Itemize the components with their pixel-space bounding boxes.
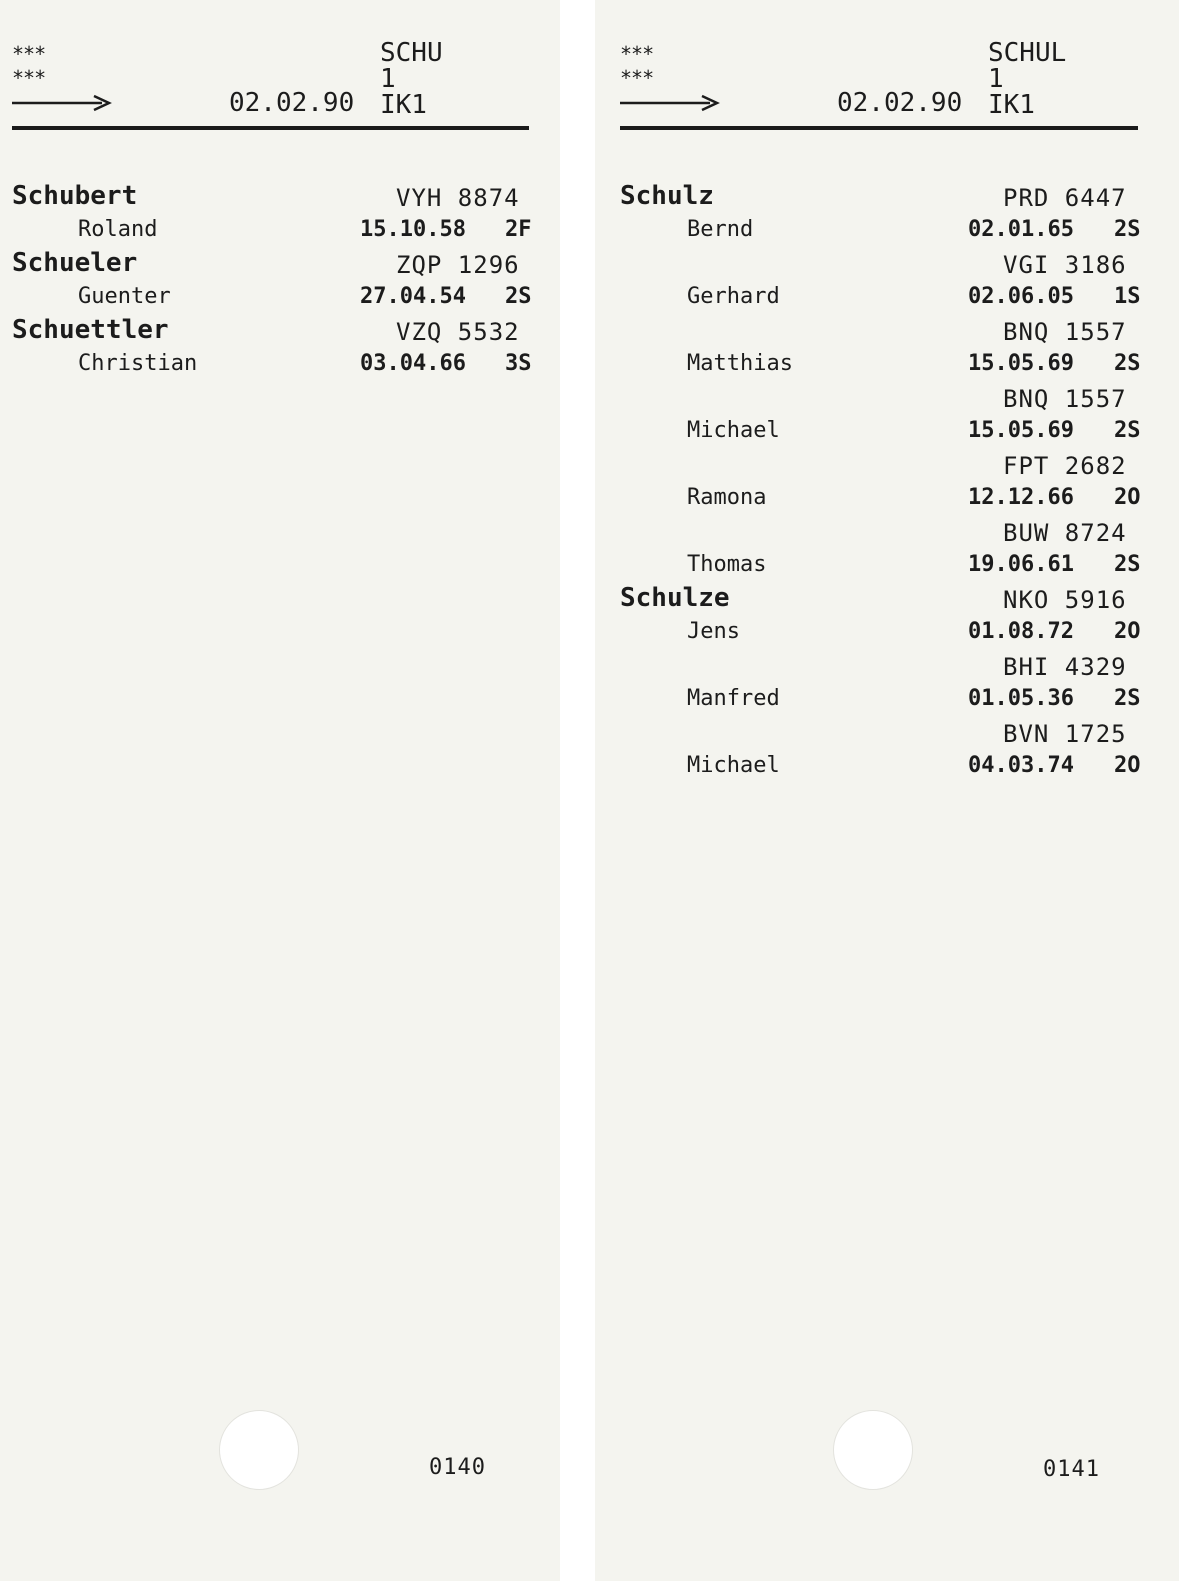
- entry-birthdate: 01.08.72: [968, 619, 1074, 644]
- entry-plate: BNQ 1557: [1003, 385, 1127, 413]
- stars-line-2: ***: [12, 66, 46, 90]
- entry-birthdate: 01.05.36: [968, 686, 1074, 711]
- entry-class: 2S: [1114, 351, 1141, 376]
- entry-given-name: Ramona: [687, 485, 767, 510]
- stars-line-1: ***: [12, 42, 46, 66]
- entry-given-name: Guenter: [78, 284, 171, 309]
- header-date: 02.02.90: [837, 88, 963, 118]
- header-code-2: 1: [380, 64, 396, 94]
- entry-given-name: Manfred: [687, 686, 780, 711]
- header-code: [380, 40, 443, 118]
- entry-plate: VYH 8874: [396, 184, 520, 212]
- entry-plate: BVN 1725: [1003, 720, 1127, 748]
- stars-line-1: ***: [620, 42, 654, 66]
- entry-plate: BHI 4329: [1003, 653, 1127, 681]
- entry-class: 3S: [505, 351, 532, 376]
- entry-plate: BUW 8724: [1003, 519, 1127, 547]
- entry-plate: VGI 3186: [1003, 251, 1127, 279]
- header-code-2: 1: [988, 64, 1004, 94]
- entry-birthdate: 02.01.65: [968, 217, 1074, 242]
- header-rule: [620, 126, 1138, 130]
- entry-surname: Schueler: [12, 248, 138, 278]
- index-card-left: [0, 0, 560, 1581]
- entry-class: 2S: [1114, 418, 1141, 443]
- entry-birthdate: 02.06.05: [968, 284, 1074, 309]
- entry-surname: Schubert: [12, 181, 138, 211]
- entry-birthdate: 12.12.66: [968, 485, 1074, 510]
- entry-plate: VZQ 5532: [396, 318, 520, 346]
- header-code-3: IK1: [380, 90, 427, 120]
- arrow-icon: [620, 93, 720, 113]
- entry-class: 1S: [1114, 284, 1141, 309]
- entry-given-name: Gerhard: [687, 284, 780, 309]
- header-date: 02.02.90: [229, 88, 355, 118]
- entry-plate: NKO 5916: [1003, 586, 1127, 614]
- index-card-right: [595, 0, 1179, 1581]
- punch-hole: [833, 1410, 913, 1490]
- arrow-icon: [12, 93, 112, 113]
- header-stars: [620, 42, 653, 90]
- entry-class: 2O: [1114, 485, 1141, 510]
- entry-birthdate: 15.05.69: [968, 418, 1074, 443]
- header-code-1: SCHU: [380, 38, 443, 68]
- page-number: 0140: [429, 1455, 486, 1480]
- stars-line-2: ***: [620, 66, 654, 90]
- entry-birthdate: 15.05.69: [968, 351, 1074, 376]
- header-stars: [12, 42, 45, 90]
- entry-class: 2S: [1114, 686, 1141, 711]
- entry-given-name: Michael: [687, 753, 780, 778]
- entry-birthdate: 27.04.54: [360, 284, 466, 309]
- entry-birthdate: 03.04.66: [360, 351, 466, 376]
- entry-given-name: Matthias: [687, 351, 793, 376]
- entry-class: 2S: [505, 284, 532, 309]
- entry-given-name: Bernd: [687, 217, 754, 242]
- entry-given-name: Jens: [687, 619, 740, 644]
- entry-class: 2S: [1114, 552, 1141, 577]
- header-code-3: IK1: [988, 90, 1035, 120]
- entry-given-name: Thomas: [687, 552, 767, 577]
- entry-plate: BNQ 1557: [1003, 318, 1127, 346]
- entry-surname: Schulze: [620, 583, 730, 613]
- entry-surname: Schulz: [620, 181, 714, 211]
- entry-class: 2O: [1114, 753, 1141, 778]
- header-rule: [12, 126, 529, 130]
- entry-given-name: Roland: [78, 217, 158, 242]
- punch-hole: [219, 1410, 299, 1490]
- entry-given-name: Christian: [78, 351, 198, 376]
- entry-class: 2O: [1114, 619, 1141, 644]
- entry-plate: ZQP 1296: [396, 251, 520, 279]
- entry-class: 2F: [505, 217, 532, 242]
- entry-surname: Schuettler: [12, 315, 169, 345]
- header-code: [988, 40, 1066, 118]
- header-code-1: SCHUL: [988, 38, 1067, 68]
- entry-plate: FPT 2682: [1003, 452, 1127, 480]
- entry-birthdate: 15.10.58: [360, 217, 466, 242]
- entry-class: 2S: [1114, 217, 1141, 242]
- entry-birthdate: 19.06.61: [968, 552, 1074, 577]
- page-number: 0141: [1043, 1457, 1100, 1482]
- entry-given-name: Michael: [687, 418, 780, 443]
- entry-birthdate: 04.03.74: [968, 753, 1074, 778]
- entry-plate: PRD 6447: [1003, 184, 1127, 212]
